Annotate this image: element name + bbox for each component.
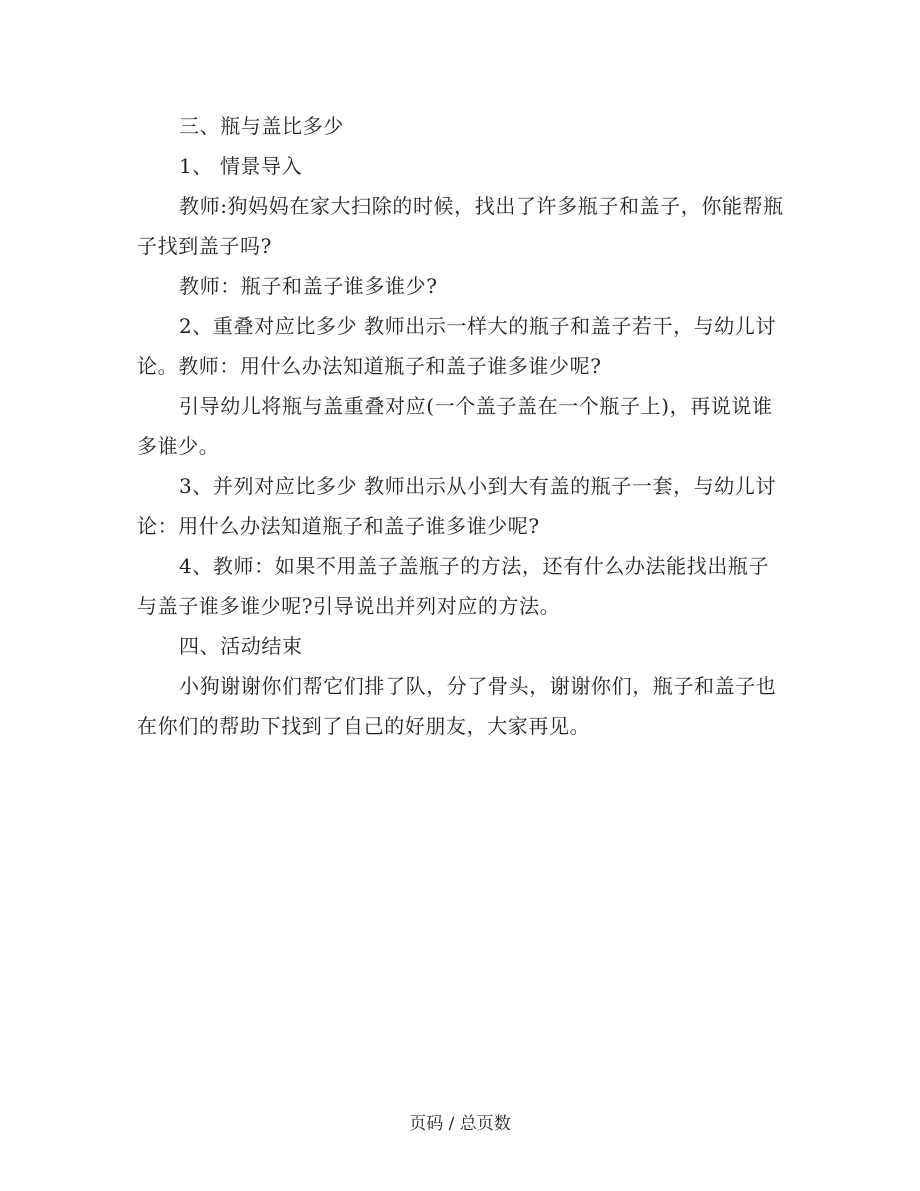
paragraph: 4、教师：如果不用盖子盖瓶子的方法，还有什么办法能找出瓶子与盖子谁多谁少呢?引导说出并列对应的方法。: [137, 554, 770, 618]
document-body: [137, 106, 787, 746]
paragraph: 2、重叠对应比多少 教师出示一样大的瓶子和盖子若干，与幼儿讨论。教师：用什么办法知道瓶子和盖子谁多谁少呢?: [137, 314, 777, 378]
page-footer: 页码 / 总页数: [409, 1114, 511, 1134]
section-heading-3: 三、瓶与盖比多少: [179, 114, 344, 138]
paragraph: 引导幼儿将瓶与盖重叠对应(一个盖子盖在一个瓶子上)，再说说谁多谁少。: [137, 394, 773, 458]
subheading-scenario-intro: 1、 情景导入: [179, 154, 303, 178]
paragraph: 小狗谢谢你们帮它们排了队，分了骨头，谢谢你们，瓶子和盖子也在你们的帮助下找到了自己的好朋友，大家再见。: [137, 674, 777, 738]
section-heading-4: 四、活动结束: [179, 634, 303, 658]
paragraph: 3、并列对应比多少 教师出示从小到大有盖的瓶子一套，与幼儿讨论：用什么办法知道瓶子和盖子谁多谁少呢?: [137, 474, 777, 538]
paragraph: 教师:狗妈妈在家大扫除的时候，找出了许多瓶子和盖子，你能帮瓶子找到盖子吗?: [137, 194, 784, 258]
paragraph: 教师：瓶子和盖子谁多谁少?: [179, 274, 438, 298]
